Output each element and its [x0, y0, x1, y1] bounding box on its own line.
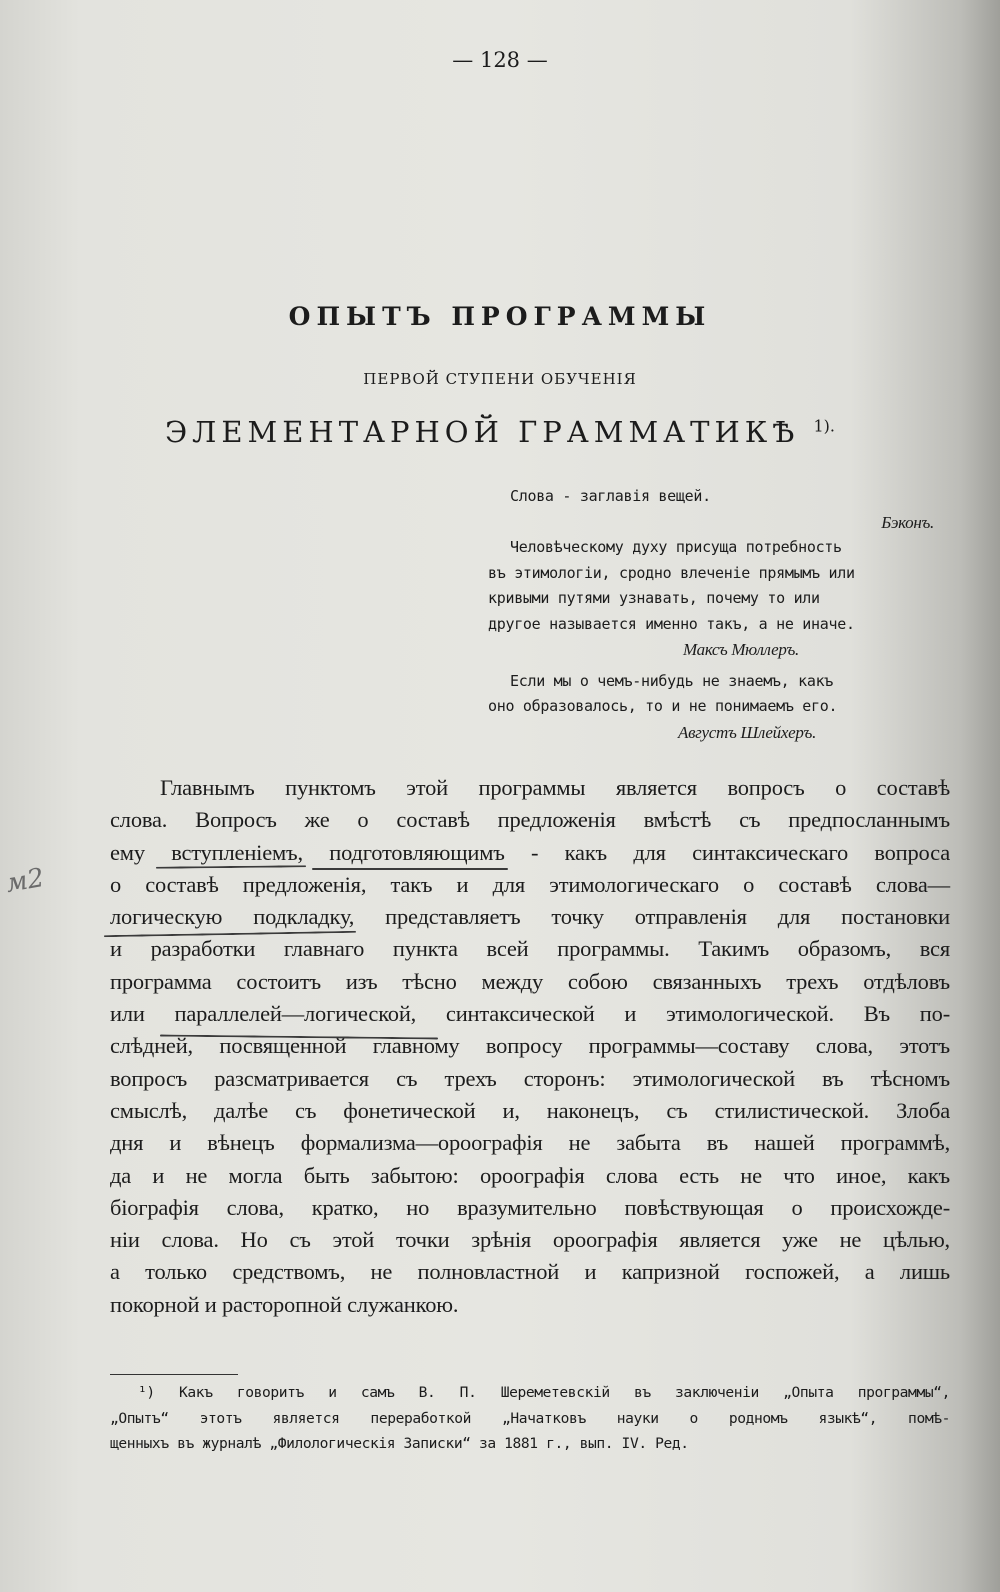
- body-line: дня и вѣнецъ формализма—ороографія не забыта въ нашей программѣ,: [110, 1130, 950, 1156]
- body-paragraph: [110, 772, 950, 1321]
- epigraph-line: другое называется именно такъ, а не иначе.: [488, 614, 855, 633]
- footnote-line: „Опытъ“ этотъ является переработкой „Начатковъ науки о родномъ языкѣ“, помѣ-: [110, 1409, 950, 1427]
- title2-text: ЭЛЕМЕНТАРНОЙ ГРАММАТИКѢ: [164, 415, 800, 449]
- epigraph-line: кривыми путями узнавать, почему то или: [488, 589, 820, 607]
- body-line: біографія слова, кратко, но вразумительно повѣствующая о происхожде-: [110, 1194, 950, 1220]
- body-line: слова. Вопросъ же о составѣ предложенія вмѣстѣ съ предпосланнымъ: [110, 807, 950, 833]
- epigraph-line: оно образовалось, то и не понимаемъ его.: [488, 697, 838, 715]
- epigraph-author: Августъ Шлейхеръ.: [678, 722, 817, 742]
- body-line: ніи слова. Но съ этой точки зрѣнія ороографія является уже не цѣлью,: [110, 1227, 950, 1253]
- body-line: покорной и расторопной служанкою.: [110, 1291, 459, 1317]
- footnote-line: щенныхъ въ журналѣ „Филологическія Записки“ за 1881 г., вып. IV. Ред.: [110, 1435, 689, 1452]
- epigraph-line: Слова - заглавія вещей.: [510, 487, 711, 505]
- footnote: [110, 1380, 950, 1457]
- body-line: или параллелей—логической, синтаксической и этимологической. Въ по-: [110, 1001, 950, 1027]
- epigraphs: [488, 484, 940, 745]
- body-line: смыслѣ, далѣе съ фонетической и, наконецъ, съ стилистической. Злоба: [110, 1097, 950, 1123]
- body-line: а только средствомъ, не полновластной и капризной госпожей, а лишь: [110, 1259, 950, 1285]
- page-number: — 128 —: [452, 48, 548, 72]
- footnote-ref: 1).: [813, 416, 836, 436]
- epigraph-line: Если мы о чемъ-нибудь не знаемъ, какъ: [510, 671, 834, 690]
- body-line: программа состоитъ изъ тѣсно между собою связанныхъ трехъ отдѣловъ: [110, 968, 950, 994]
- body-line: и разработки главнаго пункта всей программы. Такимъ образомъ, вся: [110, 936, 950, 962]
- epigraph-line: въ этимологіи, сродно влеченіе прямымъ или: [488, 563, 855, 582]
- document-subtitle: ПЕРВОЙ СТУПЕНИ ОБУЧЕНІЯ: [363, 370, 637, 388]
- body-line: ему вступленіемъ, подготовляющимъ - какъ для синтаксическаго вопроса: [110, 839, 950, 865]
- epigraph-author: Бэконъ.: [881, 512, 934, 532]
- body-line: слѣдней, посвященной главному вопросу программы—составу слова, этотъ: [110, 1033, 950, 1059]
- body-line: вопросъ разсматривается съ трехъ сторонъ: этимологической въ тѣсномъ: [110, 1065, 950, 1091]
- body-line: логическую подкладку, представляетъ точку отправленія для постановки: [110, 904, 950, 930]
- body-line: да и не могла быть забытою: ороографія слова есть не что иное, какъ: [110, 1162, 950, 1188]
- handwritten-margin-note: м2: [3, 862, 47, 900]
- footnote-line: ¹) Какъ говоритъ и самъ В. П. Шереметевскій въ заключеніи „Опыта программы“,: [138, 1384, 950, 1401]
- footnote-divider: [110, 1374, 238, 1375]
- epigraph-author: Максъ Мюллеръ.: [683, 640, 800, 659]
- pen-underline: [312, 868, 508, 870]
- epigraph-line: Человѣческому духу присуща потребность: [510, 538, 842, 556]
- body-line: о составѣ предложенія, такъ и для этимологическаго о составѣ слова—: [110, 871, 950, 897]
- document-title-secondary: [0, 415, 1000, 449]
- body-line: Главнымъ пунктомъ этой программы является вопросъ о составѣ: [160, 775, 950, 800]
- document-title: ОПЫТЪ ПРОГРАММЫ: [288, 302, 712, 331]
